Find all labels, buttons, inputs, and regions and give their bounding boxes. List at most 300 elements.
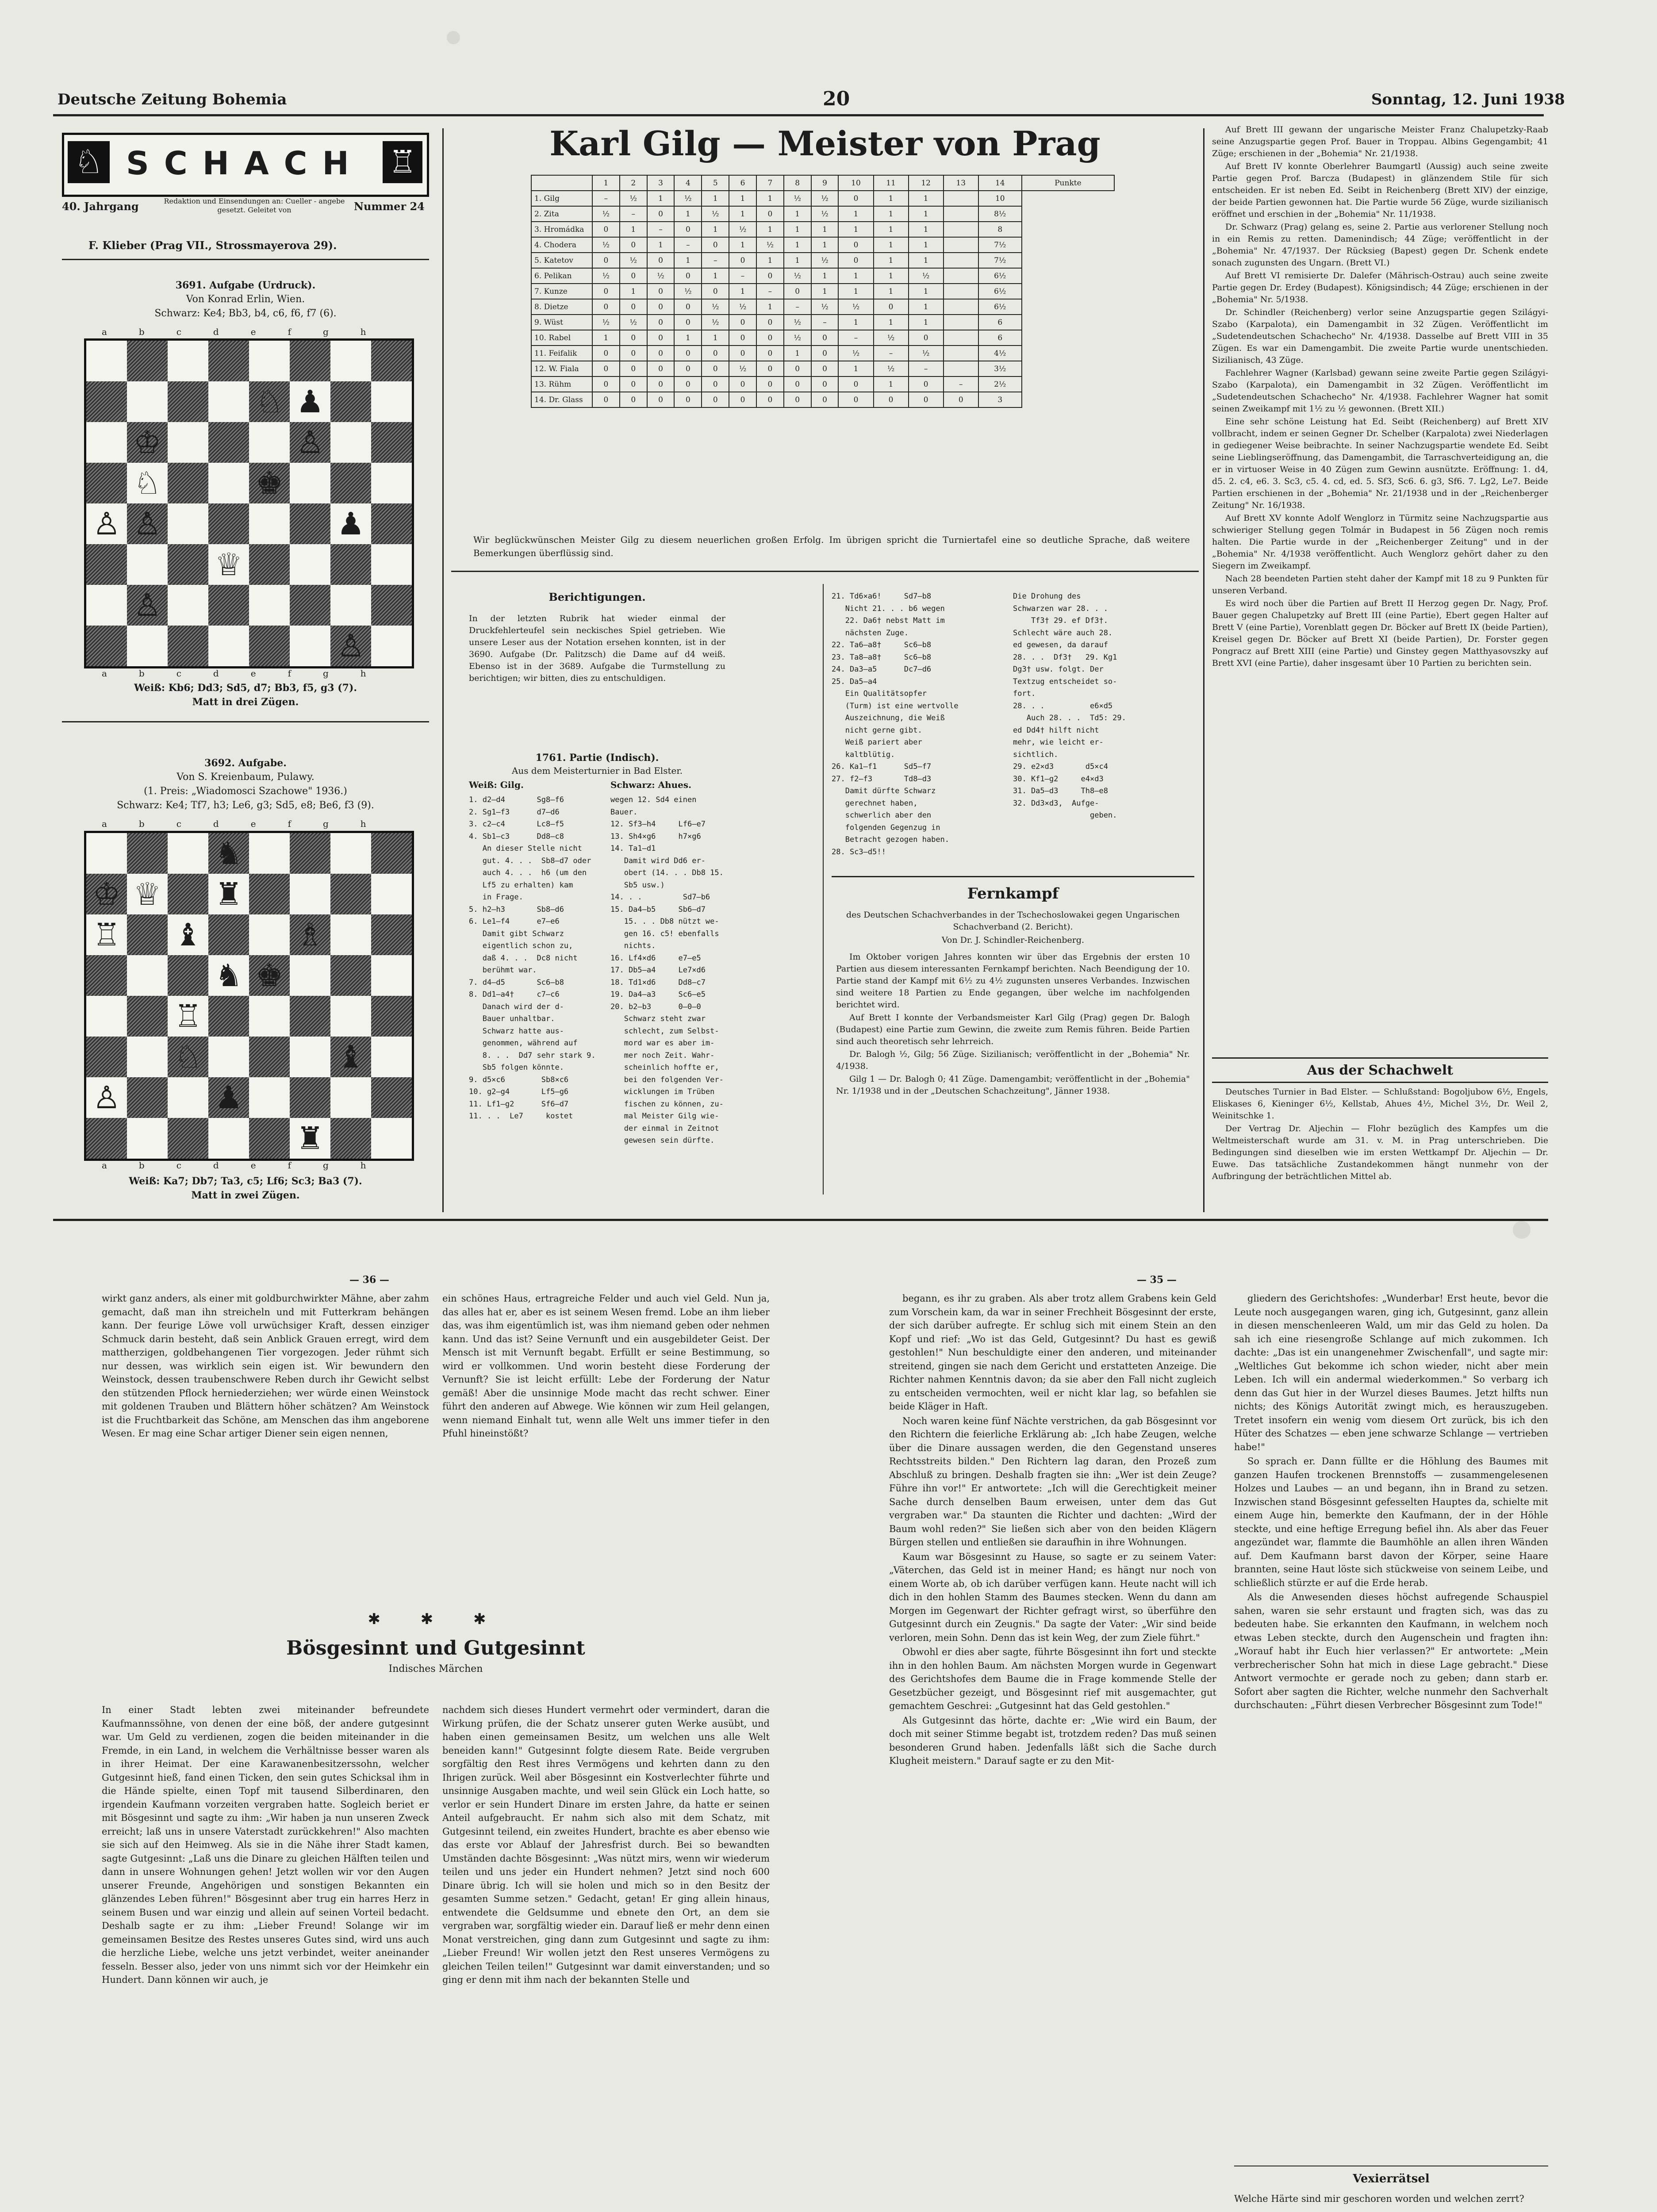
board-square bbox=[371, 1118, 412, 1159]
score-cell: – bbox=[702, 253, 729, 268]
paragraph: Es wird noch über die Partien auf Brett II Herzog gegen Dr. Nagy, Prof. Bauer gegen Chalupetzky auf Brett III (eine Partie), Ebert gegen Halter auf Brett V (eine Partie), Vorenblatt gegen Dr. Böcker auf Brett IX (beide Partien), Kreisel gegen Dr. Böcker auf Brett XI (beide Partien), Dr. Forster gegen Pongracz auf Brett XIII (eine Partie) und Ginstey gegen Matthyasovszky auf Brett XVI (eine Partie), daher insgesamt über 10 Partien zu berichten sein. bbox=[1212, 599, 1548, 668]
board-square bbox=[86, 955, 127, 996]
score-cell: 1 bbox=[838, 361, 873, 376]
score-cell: 1 bbox=[729, 284, 756, 299]
score-cell: 0 bbox=[674, 392, 702, 407]
score-cell: 0 bbox=[811, 361, 839, 376]
player-name-cell: 14. Dr. Glass bbox=[531, 392, 592, 407]
paragraph: Gilg 1 — Dr. Balogh 0; 41 Züge. Damengambit; veröffentlicht in der „Bohemia" Nr. 1/1938 und in der „Deutschen Schachzeitung", Jänner 1938. bbox=[836, 1074, 1190, 1096]
berichtigungen-text: In der letzten Rubrik hat wieder einmal der Druckfehlerteufel sein neckisches Spiel getrieben. Wie unsere Leser aus der Notation ersehen konnten, ist in der 3690. Aufgabe (Dr. Palitzsch) die Dame auf d4 weiß. Ebenso ist in der 3689. Aufgabe die Turmstellung zu berichtigen; wir bitten, dies zu entschuldigen. bbox=[469, 614, 725, 683]
chess-piece: ♖ bbox=[174, 998, 202, 1034]
board-square bbox=[371, 833, 412, 874]
score-cell: 0 bbox=[811, 376, 839, 392]
fernkampf-text bbox=[836, 951, 1190, 1199]
score-cell bbox=[944, 361, 978, 376]
board-square bbox=[86, 544, 127, 585]
player-name-cell: 1. Gilg bbox=[531, 191, 592, 206]
problem2-title: 3692. Aufgabe. bbox=[204, 757, 287, 769]
score-cell: ½ bbox=[647, 268, 675, 284]
problem2-prize: (1. Preis: „Wiadomosci Szachowe" 1936.) bbox=[144, 786, 347, 797]
score-cell: 1 bbox=[620, 222, 647, 237]
board-square bbox=[371, 341, 412, 381]
board-square bbox=[127, 1037, 168, 1077]
board-square bbox=[86, 996, 127, 1037]
score-cell: 0 bbox=[620, 346, 647, 361]
board-square bbox=[208, 463, 249, 503]
score-cell: 0 bbox=[874, 299, 909, 315]
board-square bbox=[371, 585, 412, 626]
player-name-cell: 2. Zita bbox=[531, 206, 592, 222]
score-cell: 0 bbox=[874, 392, 909, 407]
score-cell: ½ bbox=[874, 361, 909, 376]
game-black: Schwarz: Ahues. bbox=[610, 780, 692, 790]
score-cell: 0 bbox=[592, 299, 620, 315]
player-name-cell: 6. Pelikan bbox=[531, 268, 592, 284]
header-page-number: 20 bbox=[823, 88, 850, 110]
score-cell: – bbox=[674, 237, 702, 253]
score-cell: 1 bbox=[784, 253, 811, 268]
player-name-cell: 9. Wüst bbox=[531, 315, 592, 330]
score-cell: 8 bbox=[978, 222, 1022, 237]
story-col3 bbox=[889, 1292, 1216, 2212]
chess-piece: ♙ bbox=[133, 506, 161, 542]
chess-piece: ♗ bbox=[296, 917, 324, 953]
score-cell: 1 bbox=[756, 191, 784, 206]
score-cell: 0 bbox=[592, 361, 620, 376]
board-square bbox=[127, 381, 168, 422]
score-cell: ½ bbox=[838, 299, 873, 315]
player-name-cell: 5. Katetov bbox=[531, 253, 592, 268]
board-square bbox=[290, 1077, 330, 1118]
board-square bbox=[290, 833, 330, 874]
board-square bbox=[371, 422, 412, 463]
board-square bbox=[168, 1118, 208, 1159]
chess-piece: ♘ bbox=[174, 1039, 202, 1075]
table-header-row bbox=[531, 175, 1114, 191]
score-cell: 0 bbox=[838, 376, 873, 392]
board-square bbox=[249, 1118, 290, 1159]
board-square bbox=[290, 626, 330, 666]
board1-files-bottom: abcdefgh bbox=[102, 668, 398, 679]
score-table-wrap bbox=[531, 175, 1115, 408]
score-cell: ½ bbox=[874, 330, 909, 346]
score-cell: 0 bbox=[620, 299, 647, 315]
score-cell: 0 bbox=[620, 376, 647, 392]
score-cell: 0 bbox=[756, 206, 784, 222]
score-cell: 1 bbox=[811, 222, 839, 237]
board2-files-top: abcdefgh bbox=[102, 818, 398, 829]
schachwelt-title: Aus der Schachwelt bbox=[1307, 1063, 1454, 1078]
score-cell: 1 bbox=[729, 206, 756, 222]
board-square bbox=[168, 585, 208, 626]
board-square bbox=[86, 626, 127, 666]
table-row bbox=[531, 346, 1114, 361]
paragraph: Auf Brett XV konnte Adolf Wenglorz in Türmitz seine Nachzugspartie aus schwieriger Stellung gegen Tolmár in Budapest in 56 Zügen noch remis halten. Die Partie wurde in der „Reichenberger Zeitung" und in der „Bohemia" Nr. 4/1938 veröffentlicht. Auch Wenglorz gehört daher zu den Siegern im Zweikampf. bbox=[1212, 513, 1548, 571]
board-square bbox=[330, 1118, 371, 1159]
score-cell: 0 bbox=[811, 392, 839, 407]
board-square bbox=[330, 996, 371, 1037]
board-square bbox=[330, 833, 371, 874]
board-square bbox=[208, 585, 249, 626]
score-cell bbox=[944, 268, 978, 284]
board-square bbox=[86, 833, 127, 874]
score-cell: 0 bbox=[647, 284, 675, 299]
chess-piece: ♙ bbox=[337, 628, 365, 664]
column-rule bbox=[823, 584, 824, 1194]
board-square bbox=[249, 914, 290, 955]
schach-number: Nummer 24 bbox=[354, 200, 425, 213]
table-header-cell: 13 bbox=[944, 175, 978, 191]
score-cell bbox=[944, 330, 978, 346]
score-cell: 1 bbox=[811, 284, 839, 299]
header-right: Sonntag, 12. Juni 1938 bbox=[1371, 91, 1565, 108]
paragraph: Dr. Schindler (Reichenberg) verlor seine Anzugspartie gegen Szilágyi-Szabo (Karpalota), ein Damengambit in 32 Zügen. Veröffentlicht im „Sudetendeutschen Schachecho" Nr. 4/1938. Dasselbe auf Brett VIII in 35 Zügen. Es war ein Damengambit. Die zweite Partie wurde unentschieden. Sizilianisch, 43 Züge. bbox=[1212, 307, 1548, 365]
chess-piece: ♜ bbox=[296, 1120, 324, 1156]
board-square bbox=[208, 1118, 249, 1159]
board-square bbox=[249, 996, 290, 1037]
score-cell: 0 bbox=[702, 376, 729, 392]
schachwelt-rule bbox=[1212, 1057, 1548, 1059]
table-row bbox=[531, 268, 1114, 284]
score-cell: ½ bbox=[909, 268, 944, 284]
score-cell: 1 bbox=[909, 284, 944, 299]
score-cell: ½ bbox=[592, 268, 620, 284]
table-header-cell: 11 bbox=[874, 175, 909, 191]
right-column-text bbox=[1212, 124, 1548, 1053]
chess-piece: ♕ bbox=[215, 546, 243, 583]
score-cell: 1 bbox=[909, 237, 944, 253]
score-cell: 1 bbox=[784, 237, 811, 253]
schach-rule bbox=[62, 259, 429, 260]
board-square bbox=[127, 996, 168, 1037]
score-cell: 0 bbox=[729, 376, 756, 392]
score-cell: 0 bbox=[620, 237, 647, 253]
table-row bbox=[531, 222, 1114, 237]
schach-editor: F. Klieber (Prag VII., Strossmayerova 29). bbox=[88, 239, 337, 252]
table-header-cell: 14 bbox=[978, 175, 1022, 191]
board-square bbox=[127, 341, 168, 381]
feuilleton-col1-top: wirkt ganz anders, als einer mit goldburchwirkter Mähne, aber zahm gemacht, daß man ihn streicheln und mit Futterkram behängen kann. Der feurige Löwe voll urwüchsiger Kraft, dessen einziger Schmuck darin besteht, daß sein Anblick Grauen erregt, wird dem mattherzigen, goldbehangenen Tier vorgezogen. Jeder rühmt sich nur dessen, was wirklich sein eigen ist. Wir bewundern den Weinstock, dessen traubenschwere Reben durch ihr Gewicht selbst den stützenden Pflock herniederziehen; wer würde einen Weinstock mit goldenen Trauben und Blättern höher schätzen? Am Weinstock ist die Fruchtbarkeit das Schöne, am Menschen das ihm angeborene Wesen. Er mag eine Schar artiger Diener sein eigen nennen, bbox=[102, 1293, 429, 1439]
score-cell: 0 bbox=[811, 346, 839, 361]
score-cell: 0 bbox=[838, 237, 873, 253]
score-cell: 1 bbox=[702, 191, 729, 206]
knight-icon: ♘ bbox=[68, 141, 110, 183]
score-cell: 0 bbox=[592, 392, 620, 407]
score-cell: ½ bbox=[811, 191, 839, 206]
score-cell: 0 bbox=[909, 376, 944, 392]
board-square bbox=[208, 422, 249, 463]
board-square bbox=[86, 1118, 127, 1159]
chess-piece: ♔ bbox=[133, 424, 161, 461]
table-header-cell: 7 bbox=[756, 175, 784, 191]
table-row bbox=[531, 315, 1114, 330]
score-cell: 1 bbox=[838, 222, 873, 237]
score-cell: – bbox=[909, 361, 944, 376]
score-cell: 0 bbox=[674, 222, 702, 237]
paragraph: Kaum war Bösgesinnt zu Hause, so sagte er zu seinem Vater: „Väterchen, das Geld ist in meiner Hand; es hängt nur noch von einem Worte ab, ob ich darüber verfügen kann. Heute nacht will ich dich in den hohlen Stamm des Baumes stecken. Wenn du dann am Morgen im Gegenwart der Richter gefragt wirst, so überführe den Gutgesinnt durch ein Zeugnis." Da sagte der Vater: „Wir sind beide verloren, mein Sohn. Denn das ist kein Weg, der zum Ziele führt." bbox=[889, 1551, 1216, 1643]
score-cell: 0 bbox=[756, 330, 784, 346]
paragraph: Nach 28 beendeten Partien steht daher der Kampf mit 18 zu 9 Punkten für unseren Verband. bbox=[1212, 574, 1548, 595]
score-cell: – bbox=[874, 346, 909, 361]
berichtigungen-title: Berichtigungen. bbox=[548, 591, 646, 603]
score-cell bbox=[944, 253, 978, 268]
player-name-cell: 12. W. Fiala bbox=[531, 361, 592, 376]
table-row bbox=[531, 284, 1114, 299]
score-cell: 6½ bbox=[978, 284, 1022, 299]
table-header-cell: 2 bbox=[620, 175, 647, 191]
chess-piece: ♞ bbox=[215, 957, 243, 994]
player-name-cell: 7. Kunze bbox=[531, 284, 592, 299]
board-square bbox=[249, 874, 290, 914]
schachwelt-rule bbox=[1212, 1082, 1548, 1083]
chess-board-2 bbox=[84, 831, 414, 1161]
board-square bbox=[208, 341, 249, 381]
board-square bbox=[168, 1077, 208, 1118]
board-square bbox=[290, 341, 330, 381]
score-cell bbox=[944, 237, 978, 253]
score-cell: ½ bbox=[784, 268, 811, 284]
board-square bbox=[168, 626, 208, 666]
score-cell: ½ bbox=[784, 330, 811, 346]
story-col2: nachdem sich dieses Hundert vermehrt oder vermindert, daran die Wirkung prüfen, die der Schatz unserer guten Werke ausübt, und haben einen gemeinsamen Besitz, um welchen uns alle Welt beneiden kann!" Gutgesinnt folgte diesem Rate. Beide vergruben sorgfältig den Rest ihres Vermögens und kehrten dann zu den Ihrigen zurück. Weil aber Bösgesinnt ein Kostverlechter führte und unsinnige Ausgaben machte, und weil sein Glück ein Loch hatte, so verlor er sein Hundert Dinare im ersten Jahre, da hatte er seinen Anteil aufgebraucht. Er nahm sich also mit dem Schatz, mit Gutgesinnt teilend, ein zweites Hundert, brachte es aber ebenso wie das erste vor Ablauf der Jahresfrist durch. Bei so bewandten Umständen dachte Bösgesinnt: „Was nützt mirs, wenn wir wiederum teilen und uns jeder ein Hundert nehmen? Jetzt sind noch 600 Dinare übrig. Ich will sie holen und mich so in den Besitz der gesamten Summe setzen." Gedacht, getan! Er ging allein hinaus, entwendete die Geldsumme und ebnete den Ort, an dem sie vergraben war, sorgfältig wieder ein. Darauf ließ er mehr denn einen Monat verstreichen, ging dann zum Gutgesinnt und sagte zu ihm: „Lieber Freund! Wir wollen jetzt den Rest unseres Vermögens zu gleichen Teilen teilen!" Gutgesinnt war damit einverstanden; und so ging er denn mit ihm nach der bekannten Stelle und bbox=[442, 1705, 770, 1985]
board-square bbox=[168, 463, 208, 503]
score-cell: ½ bbox=[702, 299, 729, 315]
header-left: Deutsche Zeitung Bohemia bbox=[58, 91, 287, 108]
score-cell bbox=[944, 222, 978, 237]
board-square bbox=[371, 996, 412, 1037]
score-cell: 0 bbox=[756, 315, 784, 330]
score-cell: 1 bbox=[702, 222, 729, 237]
board-square bbox=[371, 626, 412, 666]
score-cell: ½ bbox=[784, 191, 811, 206]
table-header-cell: 12 bbox=[909, 175, 944, 191]
paragraph: Auf Brett III gewann der ungarische Meister Franz Chalupetzky-Raab seine Anzugspartie gegen Prof. Bauer in Troppau. Albins Gegengambit; 41 Züge; erschienen in der „Bohemia" Nr. 21/1938. bbox=[1212, 125, 1548, 158]
game-subtitle: Aus dem Meisterturnier in Bad Elster. bbox=[511, 765, 683, 776]
score-cell: 1 bbox=[702, 330, 729, 346]
fernkampf-sub: des Deutschen Schachverbandes in der Tschechoslowakei gegen Ungarischen Schachverband (2. Bericht). bbox=[846, 910, 1180, 932]
problem2-author: Von S. Kreienbaum, Pulawy. bbox=[176, 772, 315, 783]
score-cell: 0 bbox=[674, 361, 702, 376]
score-cell: 0 bbox=[647, 392, 675, 407]
board-square bbox=[208, 1037, 249, 1077]
story-title: Bösgesinnt und Gutgesinnt bbox=[286, 1637, 585, 1659]
score-cell: 0 bbox=[647, 330, 675, 346]
score-cell: 1 bbox=[909, 206, 944, 222]
score-cell: 0 bbox=[592, 346, 620, 361]
score-cell: 0 bbox=[838, 253, 873, 268]
score-cell: 0 bbox=[674, 315, 702, 330]
page-stain bbox=[1513, 1221, 1530, 1239]
feuilleton-marker-right: — 35 — bbox=[1137, 1274, 1177, 1286]
schach-box bbox=[62, 133, 429, 197]
score-cell: 2½ bbox=[978, 376, 1022, 392]
board-square bbox=[290, 996, 330, 1037]
score-cell bbox=[944, 191, 978, 206]
rook-icon: ♖ bbox=[383, 141, 422, 183]
score-cell: 0 bbox=[647, 346, 675, 361]
score-cell: 0 bbox=[784, 376, 811, 392]
score-cell: 0 bbox=[702, 237, 729, 253]
score-cell: 1 bbox=[909, 315, 944, 330]
table-header-cell: 4 bbox=[674, 175, 702, 191]
column-rule bbox=[442, 128, 444, 1212]
board-square bbox=[249, 1077, 290, 1118]
score-cell: 0 bbox=[838, 191, 873, 206]
board-square bbox=[330, 422, 371, 463]
story-col4 bbox=[1234, 1292, 1548, 2163]
score-cell: ½ bbox=[592, 206, 620, 222]
score-cell: 0 bbox=[944, 392, 978, 407]
score-cell: 1 bbox=[647, 191, 675, 206]
score-cell: 0 bbox=[756, 346, 784, 361]
schach-title: SCHACH bbox=[126, 145, 364, 182]
ornament: ✱ ✱ ✱ bbox=[368, 1610, 504, 1628]
paragraph: Fachlehrer Wagner (Karlsbad) gewann seine zweite Partie gegen Szilágyi-Szabo (Karpalota), ein Damengambit in 32 Zügen. Veröffentlicht im „Sudetendeutschen Schachecho" Nr. 4/1938. Fachlehrer Wagner hat somit seinen Zweikampf mit 1½ zu ½ gewonnen. (Brett XII.) bbox=[1212, 368, 1548, 414]
score-cell: 1 bbox=[784, 222, 811, 237]
table-row bbox=[531, 376, 1114, 392]
score-cell: 1 bbox=[620, 284, 647, 299]
paragraph: begann, es ihr zu graben. Als aber trotz allem Grabens kein Geld zum Vorschein kam, da war in seiner Frechheit Bösgesinnt der erste, der sich darüber aufregte. Er schlug sich mit einem Stein an den Kopf und rief: „Wo ist das Geld, Gutgesinnt? Du hast es gewiß gestohlen!" Nun beschuldigte einer den anderen, und miteinander streitend, gingen sie nach dem Gericht und erstatteten Anzeige. Die Richter nahmen Kenntnis davon; da sie aber den Fall nicht zugleich zu entscheiden vermochten, weil er nicht klar lag, so befahlen sie beide Kläger in Haft. bbox=[889, 1293, 1216, 1412]
score-cell: 1 bbox=[674, 253, 702, 268]
chess-piece: ♙ bbox=[92, 506, 121, 542]
score-cell: ½ bbox=[702, 206, 729, 222]
chess-piece: ♝ bbox=[337, 1039, 365, 1075]
board-square bbox=[249, 833, 290, 874]
paragraph: Als die Anwesenden dieses höchst aufregende Schauspiel sahen, waren sie sehr erstaunt und fragten sich, was das zu bedeuten habe. Sie erkannten den Kaufmann, in welchem noch etwas Leben steckte, durch den Augenschein und fragten ihn: „Worauf habt ihr Euch hier verlassen?" Er antwortete: „Mein verbrecherischer Sohn hat mich in diese Lage gebracht." Diese Antwort vermochte er gerade noch zu geben; dann starb er. Sofort aber sagten die Richter, welche nunmehr den Sachverhalt durchschauten: „Führt diesen Verbrecher Bösgesinnt zum Tode!" bbox=[1234, 1592, 1548, 1710]
problem1-black: Schwarz: Ke4; Bb3, b4, c6, f6, f7 (6). bbox=[154, 308, 337, 319]
score-cell: ½ bbox=[756, 237, 784, 253]
score-cell: 0 bbox=[592, 284, 620, 299]
paragraph: Im Oktober vorigen Jahres konnten wir über das Ergebnis der ersten 10 Partien aus diesem interessanten Fernkampf berichten. Nach Beendigung der 10. Partie stand der Kampf mit 6½ zu 4½ zugunsten unseres Verbandes. Inzwischen sind weitere 18 Partien zu Ende gegangen, über welche im nachfolgenden berichtet wird. bbox=[836, 952, 1190, 1010]
table-rule bbox=[451, 571, 1199, 572]
score-cell: 1 bbox=[729, 191, 756, 206]
table-header-cell: 10 bbox=[838, 175, 873, 191]
board-square bbox=[371, 874, 412, 914]
score-cell: 1 bbox=[838, 315, 873, 330]
score-cell: 0 bbox=[674, 299, 702, 315]
score-cell: 1 bbox=[756, 299, 784, 315]
board-square bbox=[127, 1077, 168, 1118]
score-cell: – bbox=[784, 299, 811, 315]
moves-column-4: Die Drohung des Schwarzen war 28. . . Tf3† 29. ef Df3†. Schlecht wäre auch 28. ed gewesen, da darauf 28. . . Df3† 29. Kg1 Dg3† usw. folgt. Der Textzug entscheidet so- fort. 28. . . e6×d5 Auch 28. . . Td5: 29. ed Dd4† hilft nicht mehr, wie leicht er- sichtlich. 29. e2×d3 d5×c4 30. Kf1—g2 e4×d3 31. Da5—d3 Th8—e8 32. Dd3×d3, Aufge- geben. bbox=[1013, 592, 1126, 820]
board-square bbox=[127, 833, 168, 874]
chess-piece: ♙ bbox=[92, 1079, 121, 1116]
game-title: 1761. Partie (Indisch). bbox=[535, 752, 659, 764]
board-square bbox=[330, 874, 371, 914]
board-square bbox=[127, 544, 168, 585]
board-square bbox=[249, 1037, 290, 1077]
score-cell: 1 bbox=[756, 222, 784, 237]
board-square bbox=[371, 381, 412, 422]
score-cell: 0 bbox=[674, 268, 702, 284]
score-cell: 7½ bbox=[978, 253, 1022, 268]
score-cell: ½ bbox=[838, 346, 873, 361]
score-cell: 0 bbox=[838, 392, 873, 407]
board-square bbox=[330, 381, 371, 422]
table-header-cell: 9 bbox=[811, 175, 839, 191]
table-row bbox=[531, 392, 1114, 407]
story-subtitle: Indisches Märchen bbox=[388, 1663, 483, 1674]
score-cell: – bbox=[647, 222, 675, 237]
chess-piece: ♟ bbox=[337, 506, 365, 542]
problem-rule bbox=[62, 721, 429, 722]
chess-piece: ♕ bbox=[133, 876, 161, 912]
score-cell: 1 bbox=[756, 253, 784, 268]
score-cell: 3½ bbox=[978, 361, 1022, 376]
score-cell: 0 bbox=[756, 361, 784, 376]
table-row bbox=[531, 299, 1114, 315]
score-cell: 0 bbox=[784, 392, 811, 407]
score-cell: 0 bbox=[702, 284, 729, 299]
score-cell: – bbox=[944, 376, 978, 392]
score-cell: ½ bbox=[620, 191, 647, 206]
board-square bbox=[249, 503, 290, 544]
score-cell: 0 bbox=[756, 392, 784, 407]
problem1-white: Weiß: Kb6; Dd3; Sd5, d7; Bb3, f5, g3 (7). bbox=[134, 682, 357, 694]
board-square bbox=[371, 1037, 412, 1077]
board-square bbox=[249, 422, 290, 463]
score-cell: 1 bbox=[874, 376, 909, 392]
score-cell: 1 bbox=[874, 268, 909, 284]
fernkampf-title: Fernkampf bbox=[967, 885, 1059, 902]
score-cell: ½ bbox=[811, 253, 839, 268]
board-square bbox=[168, 341, 208, 381]
board-square bbox=[290, 585, 330, 626]
board-square bbox=[127, 914, 168, 955]
paragraph: Noch waren keine fünf Nächte verstrichen, da gab Bösgesinnt vor den Richtern die feierliche Erklärung ab: „Ich habe Zeugen, welche über die Dinare aussagen werden, die den Gegenstand unseres Rechtsstreits bilden." Den Richtern lag daran, den Prozeß zum Abschluß zu bringen. Deshalb fragten sie ihn: „Wer ist dein Zeuge? Führe ihn vor!" Er antwortete: „Ich will die Gerechtigkeit meiner Sache durch denselben Baum erweisen, unter dem das Gut vergraben war." Da staunten die Richter und dachten: „Wird der Baum wohl reden?" Sie ließen sich aber von den beiden Klägern Bürgen stellen und entließen sie daraufhin in ihre Wohnungen. bbox=[889, 1415, 1216, 1548]
player-name-cell: 10. Rabel bbox=[531, 330, 592, 346]
fernkampf-rule bbox=[832, 876, 1194, 877]
score-cell: 1 bbox=[811, 237, 839, 253]
score-cell: 0 bbox=[592, 253, 620, 268]
table-row bbox=[531, 361, 1114, 376]
score-table bbox=[531, 175, 1115, 408]
score-cell: – bbox=[756, 284, 784, 299]
paragraph: Dr. Schwarz (Prag) gelang es, seine 2. Partie aus verlorener Stellung noch in ein Remis zu retten. Damenindisch; 44 Züge; veröffentlicht in der „Bohemia" Nr. 47/1937. Der Rücksieg (Bapest) gegen Dr. Schenk endete sonach zugunsten des Ungarn. (Brett VI.) bbox=[1212, 222, 1548, 268]
player-name-cell: 11. Feifalik bbox=[531, 346, 592, 361]
score-cell: – bbox=[620, 206, 647, 222]
score-cell: 1 bbox=[702, 268, 729, 284]
score-cell: 0 bbox=[784, 284, 811, 299]
score-cell: 0 bbox=[647, 206, 675, 222]
schach-note: Redaktion und Einsendungen an: Cueller - angebe gesetzt. Geleitet von bbox=[164, 197, 345, 214]
score-cell: ½ bbox=[674, 284, 702, 299]
paragraph: Der Vertrag Dr. Aljechin — Flohr bezüglich des Kampfes um die Weltmeisterschaft wurde am 31. v. M. in Prag unterschrieben. Die Bedingungen sind dieselben wie im ersten Wettkampf Dr. Aljechin — Dr. Euwe. Das tatsächliche Zustandekommen hängt nunmehr von der Aufbringung der beträchtlichen Mittel ab. bbox=[1212, 1124, 1548, 1181]
page-stain bbox=[447, 31, 460, 44]
table-header-cell: 5 bbox=[702, 175, 729, 191]
score-cell: 1 bbox=[784, 206, 811, 222]
paragraph: gliedern des Gerichtshofes: „Wunderbar! Erst heute, bevor die Leute noch ausgegangen waren, ging ich, Gutgesinnt, ganz allein in diesen menschenleeren Wald, um mir das Geld zu holen. Da sah ich eine riesengroße Schlange auf mich zukommen. Ich dachte: „Das ist ein unangenehmer Zwischenfall", und sagte mir: „Weltliches Gut bekomme ich schon wieder, nicht aber mein Leben. Ich will ein andermal wiederkommen." So verbarg ich denn das Gut hier in der Wurzel dieses Baumes. Jetzt hilfts nun nichts; des Königs Autorität zwingt mich, es herauszugeben. Tretet insofern ein wenig vom diesem Ort zurück, bis ich den Hüter des Schatzes — eben jene schwarze Schlange — vertrieben habe!" bbox=[1234, 1293, 1548, 1452]
score-cell: 0 bbox=[729, 253, 756, 268]
board-square bbox=[330, 1077, 371, 1118]
column-rule bbox=[1203, 128, 1204, 1212]
table-row bbox=[531, 253, 1114, 268]
board-square bbox=[208, 626, 249, 666]
score-cell: 1 bbox=[838, 206, 873, 222]
board-square bbox=[290, 955, 330, 996]
score-cell: 0 bbox=[674, 376, 702, 392]
problem2-white: Weiß: Ka7; Db7; Ta3, c5; Lf6; Sc3; Ba3 (7). bbox=[129, 1175, 362, 1187]
board-square bbox=[168, 544, 208, 585]
score-cell: 1 bbox=[874, 315, 909, 330]
score-cell: 0 bbox=[909, 330, 944, 346]
score-cell bbox=[944, 284, 978, 299]
feuilleton-col2-top: ein schönes Haus, ertragreiche Felder und auch viel Geld. Nun ja, das alles hat er, aber es ist seinem Wesen fremd. Lobe an ihm lieber das, was ihm eigentümlich ist, was ihm niemand geben oder nehmen kann. Und das ist? Seine Vernunft und ein ausgebildeter Geist. Der Mensch ist mit Vernunft begabt. Erfüllt er seine Bestimmung, so wird er vollkommen. Und worin besteht diese Forderung der Vernunft? Sie ist leicht erfüllt: Lebe der Forderung der Natur gemäß! Aber die unsinnige Mode macht das recht schwer. Einer führt den anderen auf Abwege. Wie können wir zum Heil gelangen, wenn niemand Einhalt tut, wenn alle Welt uns immer tiefer in den Pfuhl hineinstößt? bbox=[442, 1293, 770, 1439]
score-cell: 4½ bbox=[978, 346, 1022, 361]
board-square bbox=[168, 381, 208, 422]
score-cell bbox=[944, 346, 978, 361]
chess-piece: ♘ bbox=[133, 465, 161, 501]
